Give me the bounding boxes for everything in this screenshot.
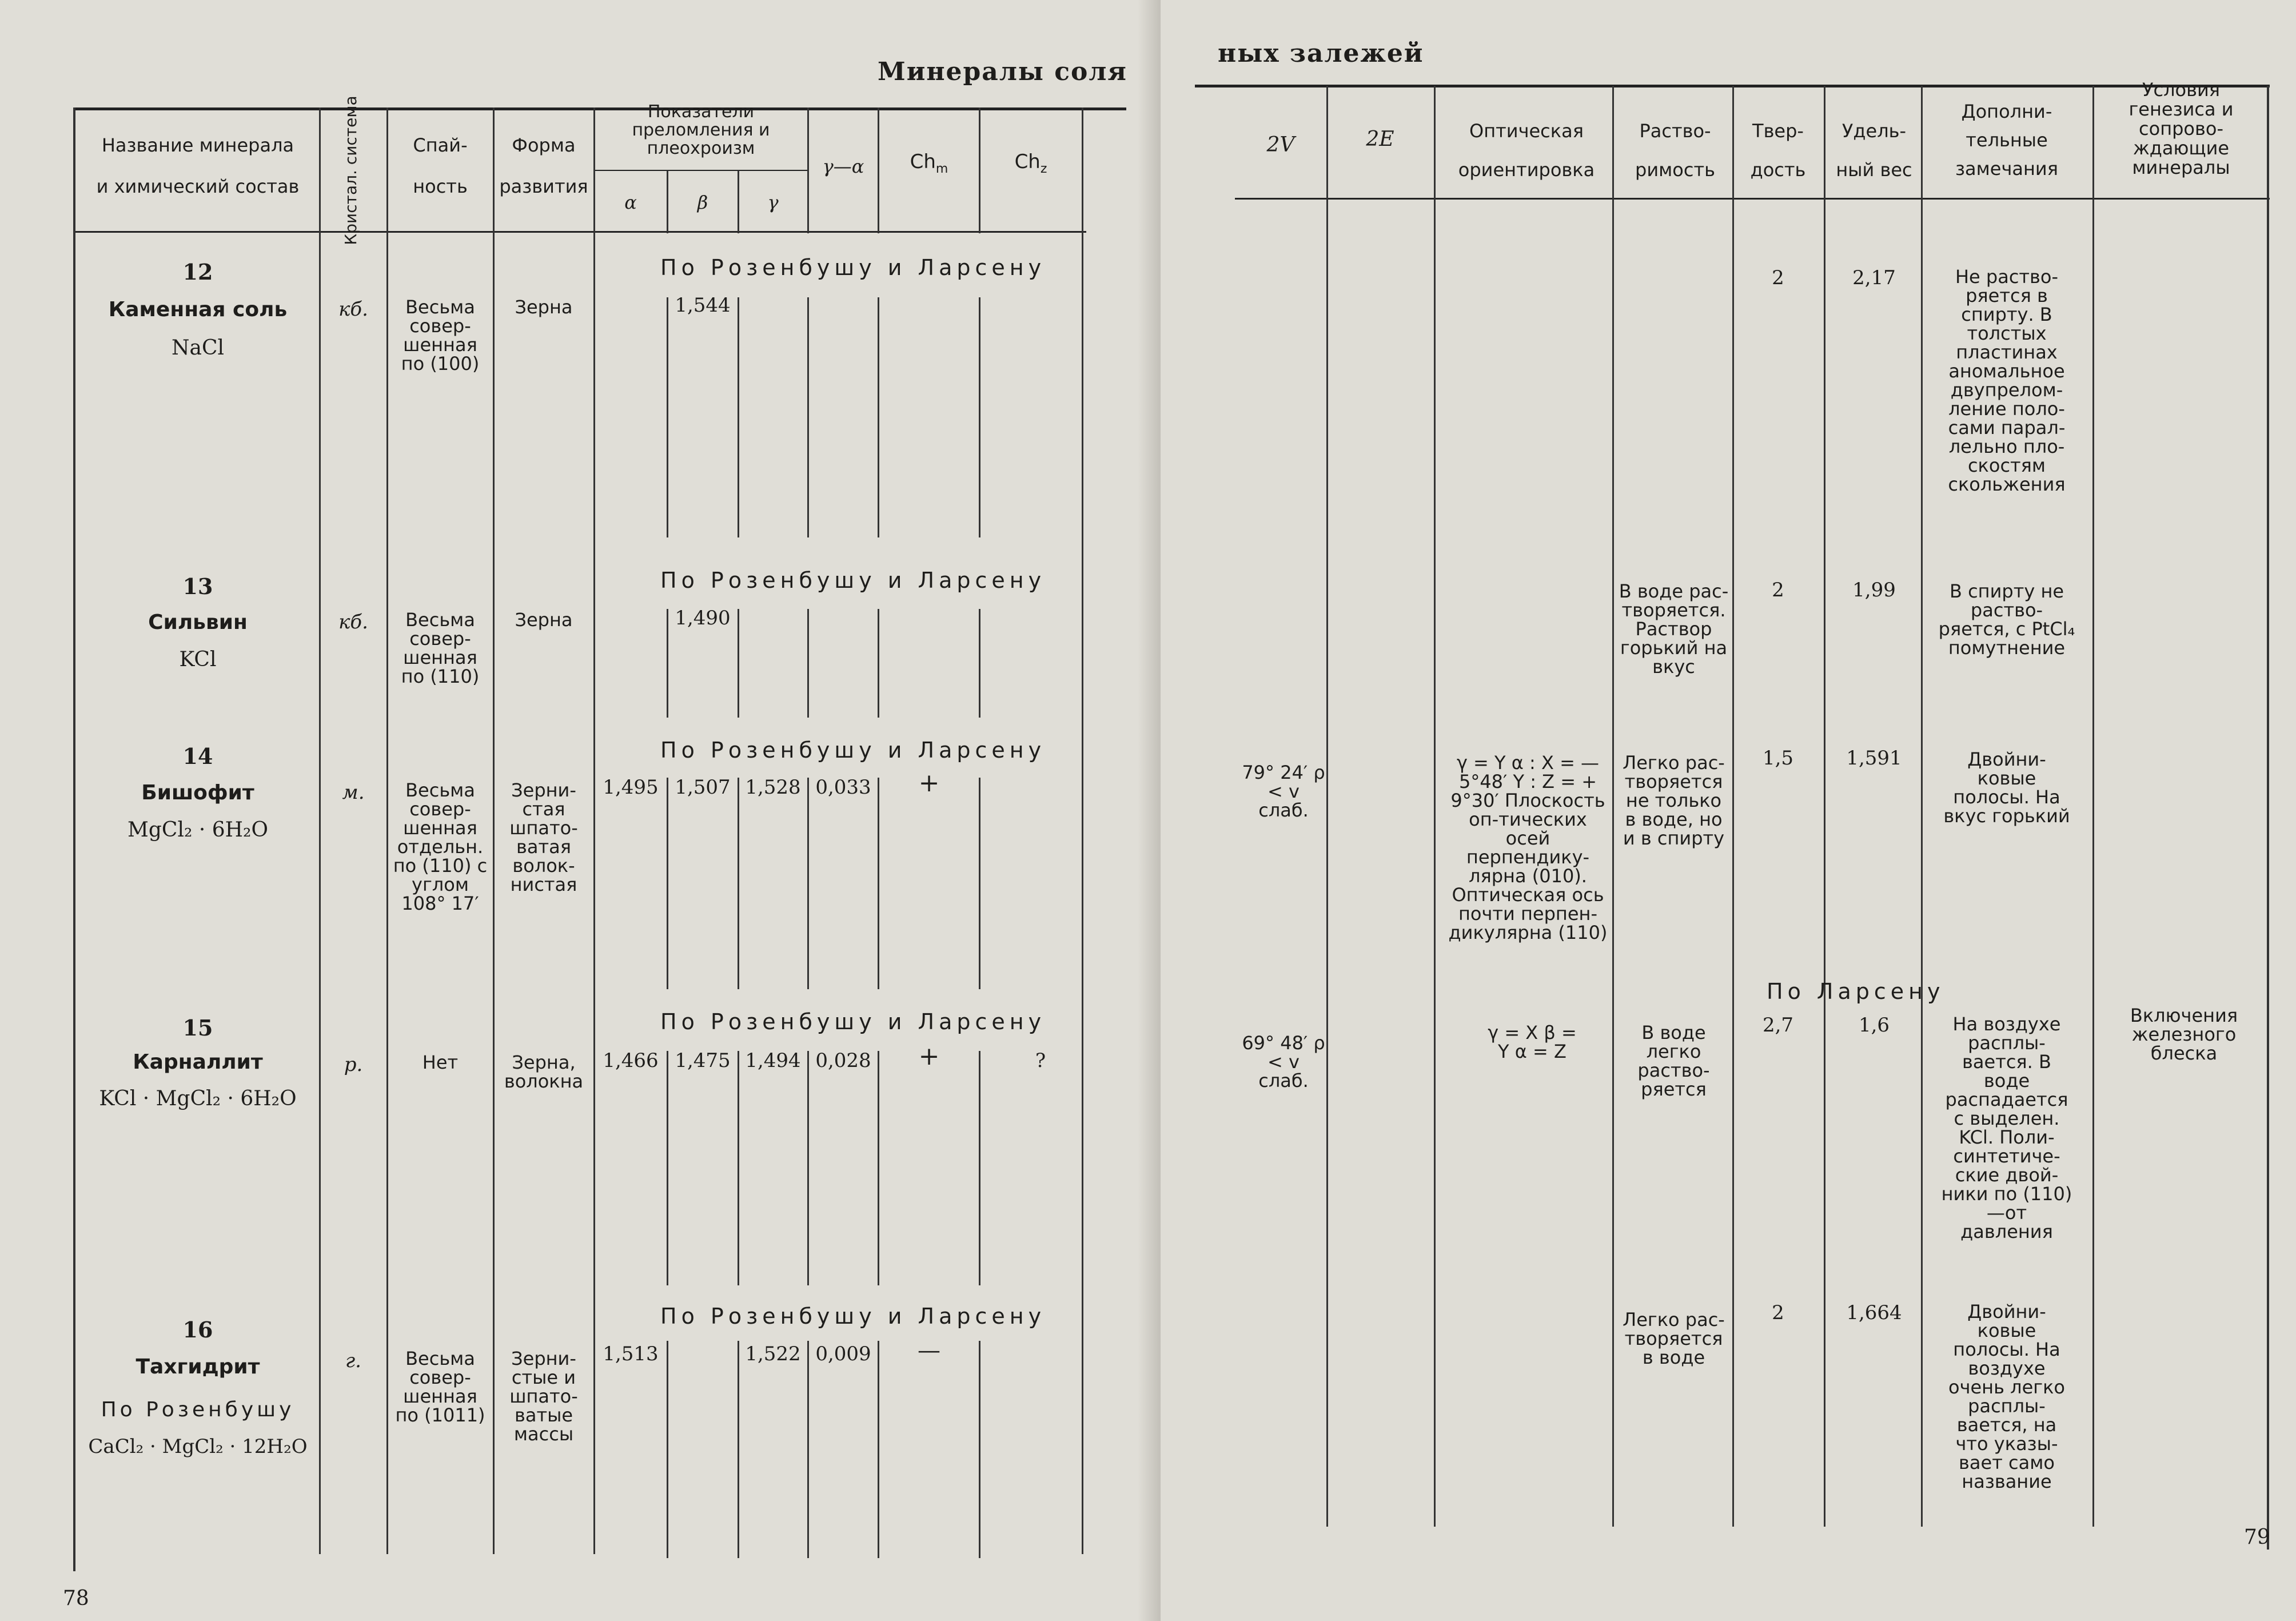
table-right-border [2267,86,2269,1550]
col-divider [319,107,321,1554]
col-divider [1732,86,1734,1527]
row15-source: По Розенбушу и Ларсену [660,1009,1046,1034]
row12-formula: NaCl [171,336,225,360]
header-solubility: Раство-римость [1635,120,1715,181]
row16-gravity: 1,664 [1846,1301,1902,1324]
row15-name: Карналлит [133,1050,263,1074]
row15-form: Зерна, волокна [504,1052,584,1092]
row14-number: 14 [182,743,213,769]
refraction-sub-rule [595,170,807,171]
col-divider [1921,86,1923,1527]
col-divider [493,107,495,1554]
col-divider [667,170,668,233]
row13-hardness: 2 [1772,579,1784,602]
col-divider [386,107,388,1554]
col-divider [667,1341,668,1558]
row14-alpha: 1,495 [603,776,659,799]
row16-name: Тахгидрит [135,1355,260,1379]
col-divider [1434,86,1436,1527]
row12-hardness: 2 [1772,266,1784,289]
col-divider [807,1051,809,1285]
row14-gamma: 1,528 [745,776,801,799]
row16-system: г. [345,1349,361,1372]
col-divider [1326,86,1328,1527]
row15-hardness: 2,7 [1762,1014,1794,1037]
running-head-right: ных залежей [1218,39,1424,68]
header-cleavage-line1: Спай- [413,134,468,156]
row15-gamma: 1,494 [745,1049,801,1072]
row12-form: Зерна [515,296,573,318]
col-divider [1612,86,1614,1527]
row16-remarks: Двойни-ковые полосы. На воздухе очень легко расплы-вается, на что указы-вает само название [1948,1301,2065,1492]
col-divider [1824,86,1825,1527]
row16-cleavage: Весьма совер-шенная по (1011) [395,1348,485,1426]
col-divider [807,297,809,537]
row12-source: По Розенбушу и Ларсену [660,255,1046,280]
row14-beta: 1,507 [675,776,731,799]
row12-cleavage: Весьма совер-шенная по (100) [401,296,480,375]
row14-formula: MgCl₂ · 6H₂O [127,818,268,842]
header-form-line2: развития [499,176,588,197]
page-number-right: 79 [2244,1526,2270,1549]
col-divider [738,609,739,718]
col-divider [738,297,739,537]
row15-2v: 69° 48′ ρ < v слаб. [1242,1032,1325,1092]
row13-beta: 1,490 [675,607,731,630]
header-chz: $Ch_z$ [1014,150,1047,176]
header-hardness: Твер-дость [1750,120,1806,181]
row12-remarks: Не раство-ряется в спирту. В толстых пластинах аномальное двупрелом-ление поло-сами парал-лельно пло-скостям скольжения [1948,266,2066,495]
right-page [1161,0,2296,1621]
row15-source-right: По Ларсену [1767,979,1945,1004]
row16-gamma-minus-alpha: 0,009 [815,1343,871,1365]
row16-solubility: Легко рас-творяется в воде [1623,1309,1725,1368]
col-divider [738,170,739,233]
header-bottom-rule-right [1235,198,2270,200]
col-divider [2092,86,2094,1527]
col-divider [878,778,879,989]
col-divider [667,609,668,718]
col-divider [1082,107,1083,1554]
row13-cleavage: Весьма совер-шенная по (110) [401,609,480,687]
row12-gravity: 2,17 [1852,266,1896,289]
table-top-rule [74,107,1126,110]
header-alpha: α [624,192,637,213]
row15-gravity: 1,6 [1858,1014,1890,1037]
col-divider [979,1051,980,1285]
row14-system: м. [342,781,365,804]
header-form-line1: Форма [512,134,576,156]
header-bottom-rule [74,231,1086,233]
row15-number: 15 [182,1015,213,1041]
row13-solubility: В воде рас-творяется. Раствор горький на вкус [1619,580,1729,678]
row16-name-source: По Розенбушу [101,1398,295,1421]
header-gamma: γ [767,192,779,213]
row13-name: Сильвин [148,611,248,634]
row14-orientation: γ = Y α : X = — 5°48′ Y : Z = + 9°30′ Плоскость оп-тических осей перпендику-лярна (010). Оптическая ось почти перпен-дикулярна (110) [1448,752,1608,943]
row15-orientation: γ = X β = Y α = Z [1488,1022,1577,1062]
row16-form: Зерни-стые и шпато-ватые массы [509,1348,578,1445]
col-divider [878,297,879,537]
header-2e: 2E [1366,128,1394,151]
row15-beta: 1,475 [675,1049,731,1072]
col-divider [593,107,595,1554]
row12-name: Каменная соль [108,298,288,321]
row13-formula: KCl [179,648,217,671]
row14-chm: + [918,768,940,798]
row15-genesis: Включения железного блеска [2130,1005,2238,1064]
row14-remarks: Двойни-ковые полосы. На вкус горький [1943,748,2070,827]
header-gamma-minus-alpha: γ—α [822,156,864,177]
header-name-line2: и химический состав [96,176,300,197]
row15-formula: KCl · MgCl₂ · 6H₂O [99,1087,297,1110]
row16-number: 16 [182,1317,213,1343]
header-chm: $Ch_m$ [910,150,948,176]
row16-hardness: 2 [1772,1301,1784,1324]
row15-chm: + [918,1042,940,1071]
header-beta: β [697,192,708,213]
row14-name: Бишофит [141,781,254,804]
col-divider [979,107,980,233]
col-divider [667,778,668,989]
col-divider [979,1341,980,1558]
row13-number: 13 [182,573,213,599]
row15-solubility: В воде легко раство-ряется [1637,1022,1710,1100]
row16-alpha: 1,513 [603,1343,659,1365]
col-divider [979,609,980,718]
row16-source: По Розенбушу и Ларсену [660,1304,1046,1329]
col-divider [738,1051,739,1285]
row13-system: кб. [338,611,368,634]
header-crystal-system: Кристал. система [341,95,360,245]
page-number-left: 78 [63,1587,89,1610]
row13-gravity: 1,99 [1852,579,1896,602]
row12-beta: 1,544 [675,294,731,317]
row15-chz: ? [1035,1049,1046,1072]
table-left-border [73,107,75,1571]
col-divider [807,107,809,233]
row14-cleavage: Весьма совер-шенная отдельн. по (110) с углом 108° 17′ [393,779,488,914]
header-cleavage-line2: ность [413,176,468,197]
header-optical-orientation: Оптическая ориентировка [1458,120,1595,181]
col-divider [667,297,668,537]
col-divider [878,1341,879,1558]
col-divider [738,1341,739,1558]
row13-form: Зерна [515,609,573,631]
col-divider [878,107,879,233]
row15-cleavage: Нет [422,1052,459,1073]
row16-formula: CaCl₂ · MgCl₂ · 12H₂O [88,1435,308,1458]
row13-remarks: В спирту не раство-ряется, с PtCl₄ помутнение [1938,580,2075,659]
col-divider [878,609,879,718]
row14-gamma-minus-alpha: 0,033 [815,776,871,799]
row15-remarks: На воздухе расплы-вается. В воде распадается с выделен. KCl. Поли-синтетиче-ские двой-ники по (110)—от давления [1941,1013,2072,1242]
col-divider [979,778,980,989]
header-2v: 2V [1266,133,1295,157]
row14-solubility: Легко рас-творяется не только в воде, но и в спирту [1623,752,1725,849]
header-genesis: Условия генезиса и сопрово-ждающие минералы [2128,79,2234,178]
row15-system: р. [344,1053,363,1076]
header-remarks: Дополни-тельные замечания [1955,101,2058,180]
col-divider [667,1051,668,1285]
row15-gamma-minus-alpha: 0,028 [815,1049,871,1072]
row16-gamma: 1,522 [745,1343,801,1365]
col-divider [807,778,809,989]
row15-alpha: 1,466 [603,1049,659,1072]
row14-form: Зерни-стая шпато-ватая волок-нистая [509,779,578,895]
row12-system: кб. [338,298,368,321]
col-divider [807,609,809,718]
row14-gravity: 1,591 [1846,747,1902,770]
row16-chm: — [918,1337,940,1364]
col-divider [738,778,739,989]
header-refraction-group: Показатели преломления и плеохроизм [632,102,770,158]
header-name-line1: Название минерала [101,134,294,156]
row13-source: По Розенбушу и Ларсену [660,568,1046,593]
col-divider [878,1051,879,1285]
row14-hardness: 1,5 [1762,747,1794,770]
col-divider [979,297,980,537]
col-divider [807,1341,809,1558]
row12-number: 12 [182,259,213,285]
row14-2v: 79° 24′ ρ < v слаб. [1242,762,1325,821]
header-specific-gravity: Удель-ный вес [1836,120,1912,181]
running-head-left: Минералы соля [878,57,1127,86]
row14-source: По Розенбушу и Ларсену [660,738,1046,763]
